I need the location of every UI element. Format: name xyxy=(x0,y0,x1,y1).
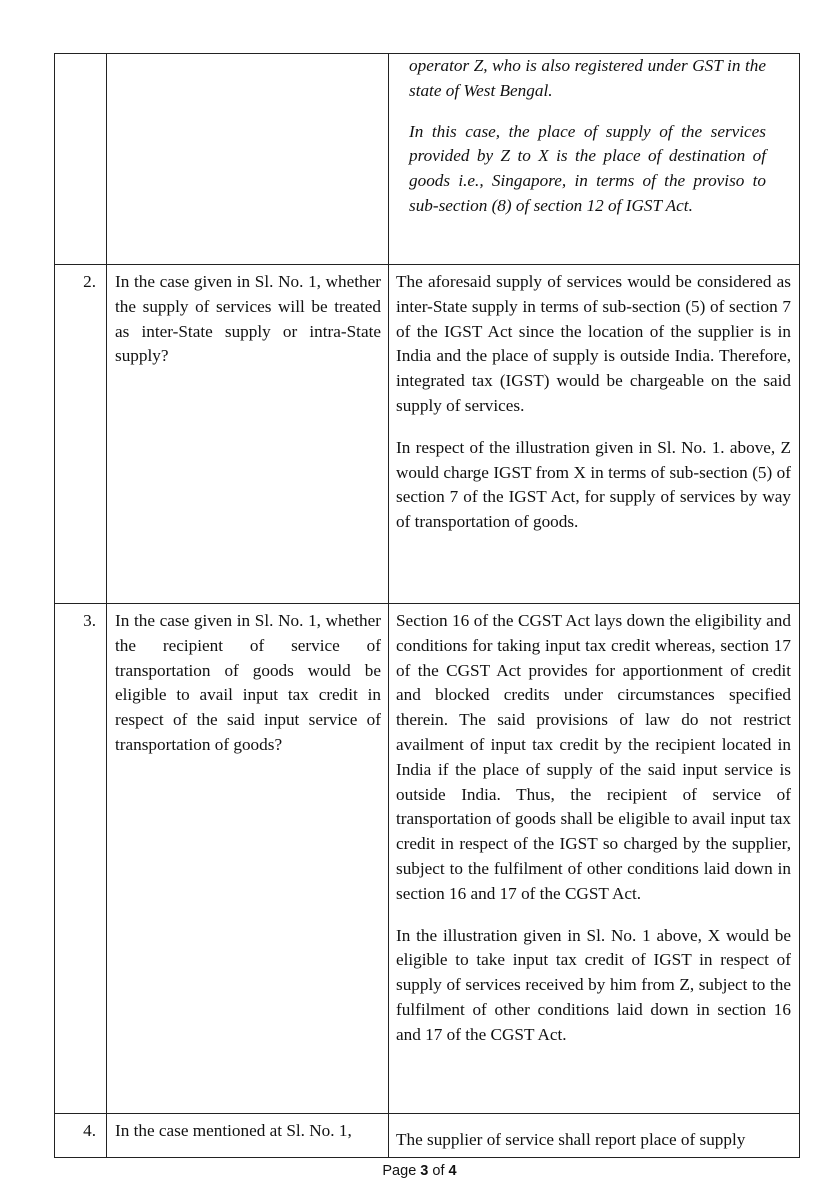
page-label: Page xyxy=(382,1163,417,1179)
question-cell: In the case mentioned at Sl. No. 1, xyxy=(107,1114,389,1158)
table-row xyxy=(55,54,800,265)
total-page-count: 4 xyxy=(448,1163,457,1179)
answer-paragraph: In this case, the place of supply of the services provided by Z to X is the place of destination of goods i.e., Singapore, in terms of the proviso to sub-section (8) of section 12 of IGST Act. xyxy=(409,121,766,215)
question-cell: In the case given in Sl. No. 1, whether the recipient of service of transportation of goods would be eligible to avail input tax credit in respect of the said input service of transportation of goods? xyxy=(107,604,389,1114)
question-cell xyxy=(107,54,389,265)
page-of-label: of xyxy=(432,1163,445,1179)
page-footer xyxy=(0,1163,839,1179)
answer-paragraph: In the illustration given in Sl. No. 1 above, X would be eligible to take input tax credit of IGST in respect of supply of services received by him from Z, subject to the fulfilment of other conditions laid down in section 16 and 17 of the CGST Act. xyxy=(396,925,791,1044)
answer-cell xyxy=(389,54,800,265)
faq-table xyxy=(54,53,800,1158)
serial-number-cell: 2. xyxy=(55,265,107,604)
serial-number-cell: 3. xyxy=(55,604,107,1114)
answer-paragraph: operator Z, who is also registered under GST in the state of West Bengal. xyxy=(409,56,766,100)
serial-number-cell xyxy=(55,54,107,265)
answer-paragraph: Section 16 of the CGST Act lays down the eligibility and conditions for taking input tax credit whereas, section 17 of the CGST Act provides for apportionment of credit and blocked credits under circumstances specified therein. The said provisions of law do not restrict availment of input tax credit by the recipient located in India if the place of supply of the said input service is outside India. Thus, the recipient of service of transportation of goods shall be eligible to avail input tax credit in respect of the IGST so charged by the supplier, subject to the fulfilment of other conditions laid down in section 16 and 17 of the CGST Act. xyxy=(396,611,791,903)
answer-paragraph: In respect of the illustration given in Sl. No. 1. above, Z would charge IGST from X in terms of sub-section (5) of section 7 of the IGST Act, for supply of services by way of transportation of goods. xyxy=(396,437,791,532)
answer-paragraph: The aforesaid supply of services would be considered as inter-State supply in terms of sub-section (5) of section 7 of the IGST Act since the location of the supplier is in India and the place of supply is outside India. Therefore, integrated tax (IGST) would be chargeable on the said supply of services. xyxy=(396,272,791,415)
table-row xyxy=(55,604,800,1114)
question-cell: In the case given in Sl. No. 1, whether the supply of services will be treated as inter-State supply or intra-State supply? xyxy=(107,265,389,604)
serial-number-cell: 4. xyxy=(55,1114,107,1158)
answer-paragraph: The supplier of service shall report place of supply xyxy=(396,1130,746,1149)
answer-cell xyxy=(389,265,800,604)
table-row xyxy=(55,265,800,604)
answer-cell xyxy=(389,604,800,1114)
current-page-number: 3 xyxy=(420,1163,429,1179)
answer-cell xyxy=(389,1114,800,1158)
table-row xyxy=(55,1114,800,1158)
